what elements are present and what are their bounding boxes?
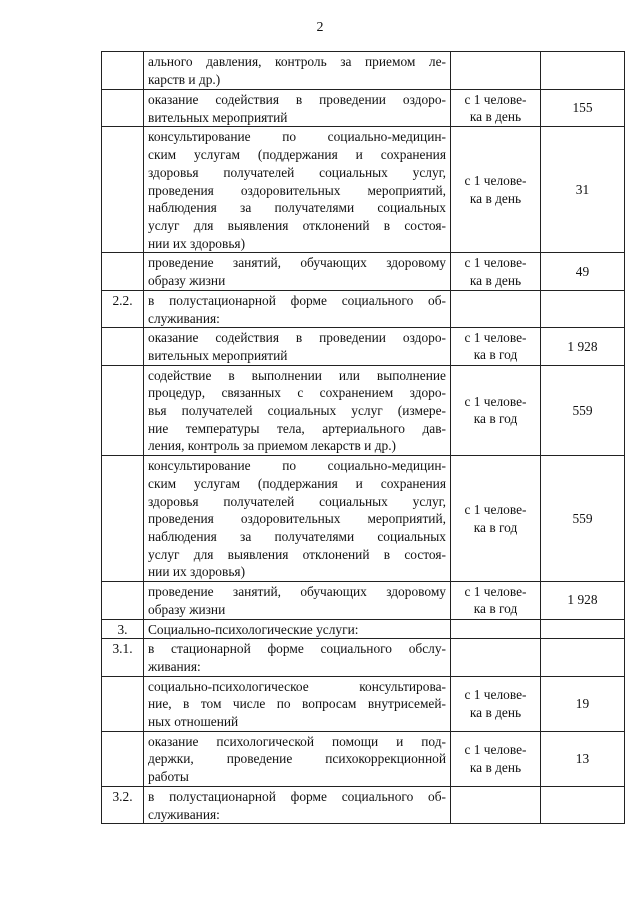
service-description-cell: [144, 456, 451, 582]
description-line: образу жизни: [148, 273, 226, 289]
table-row: [102, 582, 625, 619]
unit-cell: [451, 639, 541, 676]
service-description-cell: [144, 328, 451, 365]
unit-cell: [451, 52, 541, 90]
description-line: наблюдения за получателями социальных: [148, 528, 446, 544]
service-description-cell: [144, 253, 451, 290]
description-line: проведения оздоровительных мероприятий,: [148, 511, 446, 527]
description-line: служивания:: [148, 310, 220, 326]
description-line: услуг для выявления отклонений в состоя-: [148, 217, 446, 233]
row-number-cell: 2.2.: [102, 290, 144, 327]
row-number-cell: [102, 253, 144, 290]
service-description-cell: [144, 290, 451, 327]
row-number-cell: [102, 328, 144, 365]
table-row: [102, 253, 625, 290]
value-cell: 1 928: [541, 328, 625, 365]
description-line: вительных мероприятий: [148, 347, 288, 363]
description-line: социально-психологическое консультирова-: [148, 678, 446, 694]
table-row: [102, 731, 625, 786]
row-number-cell: [102, 52, 144, 90]
service-description-cell: [144, 90, 451, 127]
table-row: [102, 365, 625, 456]
unit-cell: с 1 челове- ка в день: [451, 127, 541, 253]
value-cell: [541, 619, 625, 639]
description-line: в полустационарной форме социального об-: [148, 292, 446, 308]
service-description-cell: [144, 676, 451, 731]
table-row: [102, 328, 625, 365]
unit-cell: с 1 челове- ка в год: [451, 365, 541, 456]
description-line: ние температуры тела, артериального дав-: [148, 420, 446, 436]
description-line: образу жизни: [148, 601, 226, 617]
description-line: в стационарной форме социального обслу-: [148, 641, 446, 657]
value-cell: 19: [541, 676, 625, 731]
description-line: услуг для выявления отклонений в состоя-: [148, 546, 446, 562]
row-number-cell: [102, 731, 144, 786]
service-description-cell: [144, 365, 451, 456]
service-description-cell: [144, 52, 451, 90]
table-row: [102, 456, 625, 582]
description-line: содействие в выполнении или выполнение: [148, 367, 446, 383]
description-line: нии их здоровья): [148, 564, 246, 580]
unit-cell: с 1 челове- ка в день: [451, 731, 541, 786]
row-number-cell: 3.: [102, 619, 144, 639]
description-line: ским услугам (поддержания и сохранения: [148, 147, 446, 163]
description-line: ние, в том числе по вопросам внутрисемей-: [148, 696, 446, 712]
row-number-cell: [102, 90, 144, 127]
description-line: карств и др.): [148, 72, 221, 87]
unit-cell: [451, 290, 541, 327]
description-line: работы: [148, 769, 189, 785]
table-row: [102, 90, 625, 127]
service-description-cell: [144, 582, 451, 619]
value-cell: [541, 786, 625, 823]
row-number-cell: [102, 676, 144, 731]
service-description-cell: [144, 639, 451, 676]
unit-cell: с 1 челове- ка в день: [451, 90, 541, 127]
description-line: проведение занятий, обучающих здоровому: [148, 584, 446, 600]
table-row: [102, 639, 625, 676]
value-cell: 49: [541, 253, 625, 290]
description-line: в полустационарной форме социального об-: [148, 788, 446, 804]
service-description-cell: [144, 127, 451, 253]
unit-cell: [451, 619, 541, 639]
value-cell: 155: [541, 90, 625, 127]
unit-cell: с 1 челове- ка в год: [451, 456, 541, 582]
value-cell: 1 928: [541, 582, 625, 619]
row-number-cell: 3.2.: [102, 786, 144, 823]
table-row: [102, 52, 625, 90]
description-line: оказание содействия в проведении оздоро-: [148, 92, 446, 107]
description-line: оказание содействия в проведении оздоро-: [148, 330, 446, 346]
unit-cell: с 1 челове- ка в день: [451, 676, 541, 731]
value-cell: [541, 52, 625, 90]
description-line: наблюдения за получателями социальных: [148, 200, 446, 216]
value-cell: 31: [541, 127, 625, 253]
description-line: здоровья получателей социальных услуг,: [148, 164, 446, 180]
description-line: нии их здоровья): [148, 235, 246, 251]
value-cell: 559: [541, 456, 625, 582]
description-line: Социально-психологические услуги:: [148, 621, 359, 637]
unit-cell: с 1 челове- ка в год: [451, 328, 541, 365]
services-table: [101, 51, 625, 824]
unit-cell: с 1 челове- ка в день: [451, 253, 541, 290]
service-description-cell: [144, 619, 451, 639]
description-line: служивания:: [148, 806, 220, 822]
unit-cell: с 1 челове- ка в год: [451, 582, 541, 619]
value-cell: [541, 639, 625, 676]
table-row: [102, 290, 625, 327]
description-line: консультирование по социально-медицин-: [148, 458, 446, 474]
value-cell: [541, 290, 625, 327]
service-description-cell: [144, 731, 451, 786]
row-number-cell: [102, 127, 144, 253]
description-line: ального давления, контроль за приемом ле-: [148, 54, 446, 70]
value-cell: 559: [541, 365, 625, 456]
service-description-cell: [144, 786, 451, 823]
description-line: ных отношений: [148, 714, 239, 730]
description-line: процедур, связанных с сохранением здоро-: [148, 385, 446, 401]
description-line: вительных мероприятий: [148, 109, 288, 125]
description-line: оказание психологической помощи и под-: [148, 733, 446, 749]
description-line: живания:: [148, 658, 201, 674]
description-line: консультирование по социально-медицин-: [148, 129, 446, 145]
table-row: [102, 127, 625, 253]
row-number-cell: 3.1.: [102, 639, 144, 676]
description-line: проведение занятий, обучающих здоровому: [148, 255, 446, 271]
description-line: проведения оздоровительных мероприятий,: [148, 182, 446, 198]
unit-cell: [451, 786, 541, 823]
value-cell: 13: [541, 731, 625, 786]
description-line: вья получателей социальных услуг (измере-: [148, 403, 446, 419]
description-line: здоровья получателей социальных услуг,: [148, 493, 446, 509]
row-number-cell: [102, 582, 144, 619]
page-number: 2: [316, 20, 324, 35]
table-row: [102, 676, 625, 731]
row-number-cell: [102, 456, 144, 582]
description-line: ским услугам (поддержания и сохранения: [148, 475, 446, 491]
description-line: держки, проведение психокоррекционной: [148, 751, 446, 767]
description-line: ления, контроль за приемом лекарств и др.): [148, 438, 397, 454]
table-row: [102, 786, 625, 823]
row-number-cell: [102, 365, 144, 456]
table-body: [102, 52, 625, 824]
table-row: [102, 619, 625, 639]
